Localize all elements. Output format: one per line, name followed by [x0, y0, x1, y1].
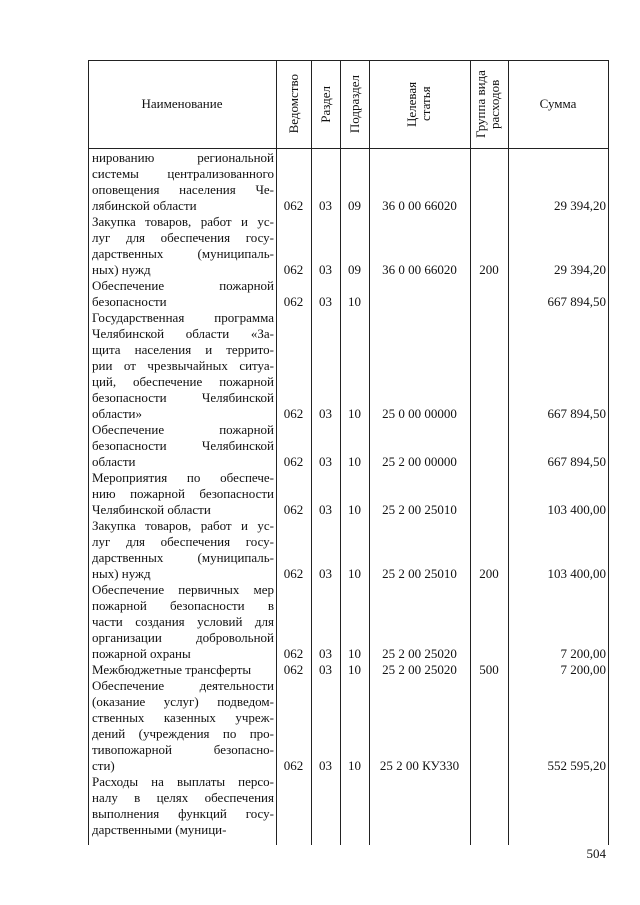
row-name [92, 310, 274, 422]
row-section: 03 [319, 758, 332, 773]
header-department [276, 60, 311, 148]
header-name-label: Наименование [141, 96, 223, 111]
row-name-line: дарственных (муниципаль- [92, 246, 274, 261]
row-section: 03 [319, 646, 332, 661]
header-section-label: Раздел [317, 85, 333, 123]
table-row [88, 678, 609, 774]
row-name-line: Челябинской области [92, 502, 211, 517]
header-divider [88, 148, 609, 149]
row-section: 03 [319, 406, 332, 421]
row-name-line: Расходы на выплаты персо- [92, 774, 274, 789]
row-subsection: 10 [348, 294, 361, 309]
row-name-line: организации добровольной [92, 630, 274, 645]
row-target-article: 25 2 00 КУ330 [379, 758, 460, 773]
row-department: 062 [283, 198, 304, 213]
row-name-line: выполнения функций госу- [92, 806, 274, 821]
row-name-line: оповещения населения Че- [92, 182, 274, 197]
row-department: 062 [283, 294, 304, 309]
row-name [92, 470, 274, 518]
header-target-article [369, 60, 470, 148]
table-row [88, 582, 609, 662]
row-target-article: 25 2 00 25020 [382, 662, 457, 677]
row-section: 03 [319, 566, 332, 581]
row-name [92, 582, 274, 662]
header-expense-group [470, 60, 508, 148]
table-row [88, 310, 609, 422]
row-expense-group: 200 [479, 566, 499, 581]
row-name-line: тивопожарной безопасно- [92, 742, 274, 757]
table-row [88, 662, 609, 678]
row-department: 062 [283, 566, 304, 581]
page-number: 504 [586, 846, 606, 861]
row-name-line: безопасности Челябинской [92, 390, 274, 405]
row-section: 03 [319, 662, 332, 677]
row-amount: 7 200,00 [560, 662, 606, 677]
row-name-line: Закупка товаров, работ и ус- [92, 518, 274, 533]
header-expense-group-label: Группа вида расходов [473, 70, 502, 138]
row-section: 03 [319, 454, 332, 469]
header-subsection-label: Подраздел [346, 74, 362, 134]
row-target-article: 36 0 00 66020 [382, 198, 457, 213]
row-amount: 7 200,00 [560, 646, 606, 661]
row-amount: 667 894,50 [547, 294, 606, 309]
row-expense-group: 200 [479, 262, 499, 277]
row-subsection: 10 [348, 454, 361, 469]
row-name [92, 662, 274, 678]
row-name-line: (оказание услуг) подведом- [92, 694, 274, 709]
row-name-line: части создания условий для [92, 614, 274, 629]
row-name-line: дарственных (муниципаль- [92, 550, 274, 565]
row-section: 03 [319, 262, 332, 277]
row-amount: 29 394,20 [554, 262, 606, 277]
row-name [92, 422, 274, 470]
table-row [88, 214, 609, 278]
header-section [311, 60, 340, 148]
row-amount: 103 400,00 [547, 566, 606, 581]
row-target-article: 25 2 00 25010 [382, 502, 457, 517]
row-subsection: 10 [348, 662, 361, 677]
row-name-line: луг для обеспечения госу- [92, 230, 274, 245]
row-name-line: области [92, 454, 136, 469]
row-subsection: 10 [348, 758, 361, 773]
header-amount-label: Сумма [539, 96, 577, 111]
row-name [92, 678, 274, 774]
row-name-line: области» [92, 406, 142, 421]
row-name-line: Челябинской области «За- [92, 326, 274, 341]
row-department: 062 [283, 406, 304, 421]
table-row [88, 422, 609, 470]
row-name-line: рии от чрезвычайных ситуа- [92, 358, 274, 373]
row-name-line: Обеспечение пожарной [92, 278, 274, 293]
row-name-line: налу в целях обеспечения [92, 790, 274, 805]
row-name-line: ных) нужд [92, 262, 151, 277]
row-department: 062 [283, 646, 304, 661]
row-target-article: 36 0 00 66020 [382, 262, 457, 277]
row-expense-group: 500 [479, 662, 499, 677]
row-target-article: 25 2 00 25010 [382, 566, 457, 581]
row-amount: 103 400,00 [547, 502, 606, 517]
row-name-line: Обеспечение первичных мер [92, 582, 274, 597]
row-name [92, 214, 274, 278]
row-subsection: 10 [348, 502, 361, 517]
header-name [88, 60, 276, 148]
row-subsection: 10 [348, 646, 361, 661]
row-name [92, 518, 274, 582]
table-row [88, 774, 609, 838]
row-name-line: Обеспечение пожарной [92, 422, 274, 437]
row-name-line: пожарной охраны [92, 646, 191, 661]
row-amount: 667 894,50 [547, 406, 606, 421]
row-name [92, 278, 274, 310]
row-amount: 29 394,20 [554, 198, 606, 213]
row-name-line: Межбюджетные трансферты [92, 662, 252, 677]
row-subsection: 10 [348, 566, 361, 581]
row-name-line: Государственная программа [92, 310, 274, 325]
table-row [88, 518, 609, 582]
row-target-article: 25 0 00 00000 [382, 406, 457, 421]
row-name-line: ных) нужд [92, 566, 151, 581]
row-name-line: Обеспечение деятельности [92, 678, 274, 693]
row-amount: 667 894,50 [547, 454, 606, 469]
row-name-line: пожарной безопасности в [92, 598, 274, 613]
row-amount: 552 595,20 [547, 758, 606, 773]
row-subsection: 09 [348, 262, 361, 277]
row-subsection: 09 [348, 198, 361, 213]
header-subsection [340, 60, 369, 148]
row-name-line: щита населения и террито- [92, 342, 274, 357]
row-department: 062 [283, 662, 304, 677]
row-name-line: ций, обеспечение пожарной [92, 374, 274, 389]
row-subsection: 10 [348, 406, 361, 421]
header-amount [508, 60, 608, 148]
row-name-line: дений (учреждения по про- [92, 726, 274, 741]
row-section: 03 [319, 294, 332, 309]
row-department: 062 [283, 454, 304, 469]
header-target-article-label: Целевая статья [403, 81, 433, 127]
row-name-line: дарственными (муници- [92, 822, 227, 837]
row-name-line: Мероприятия по обеспече- [92, 470, 274, 485]
row-department: 062 [283, 262, 304, 277]
row-section: 03 [319, 502, 332, 517]
row-name-line: системы централизованного [92, 166, 274, 181]
row-section: 03 [319, 198, 332, 213]
row-name [92, 774, 274, 838]
row-name-line: нированию региональной [92, 150, 274, 165]
row-department: 062 [283, 758, 304, 773]
row-target-article: 25 2 00 25020 [382, 646, 457, 661]
row-name-line: безопасности Челябинской [92, 438, 274, 453]
row-name-line: луг для обеспечения госу- [92, 534, 274, 549]
row-name-line: ственных казенных учреж- [92, 710, 274, 725]
budget-table [88, 60, 609, 845]
row-name [92, 150, 274, 214]
row-name-line: нию пожарной безопасности [92, 486, 274, 501]
row-target-article: 25 2 00 00000 [382, 454, 457, 469]
row-department: 062 [283, 502, 304, 517]
table-row [88, 150, 609, 214]
header-department-label: Ведомство [285, 74, 301, 134]
row-name-line: лябинской области [92, 198, 197, 213]
table-row [88, 470, 609, 518]
row-name-line: сти) [92, 758, 115, 773]
row-name-line: Закупка товаров, работ и ус- [92, 214, 274, 229]
row-name-line: безопасности [92, 294, 167, 309]
table-row [88, 278, 609, 310]
